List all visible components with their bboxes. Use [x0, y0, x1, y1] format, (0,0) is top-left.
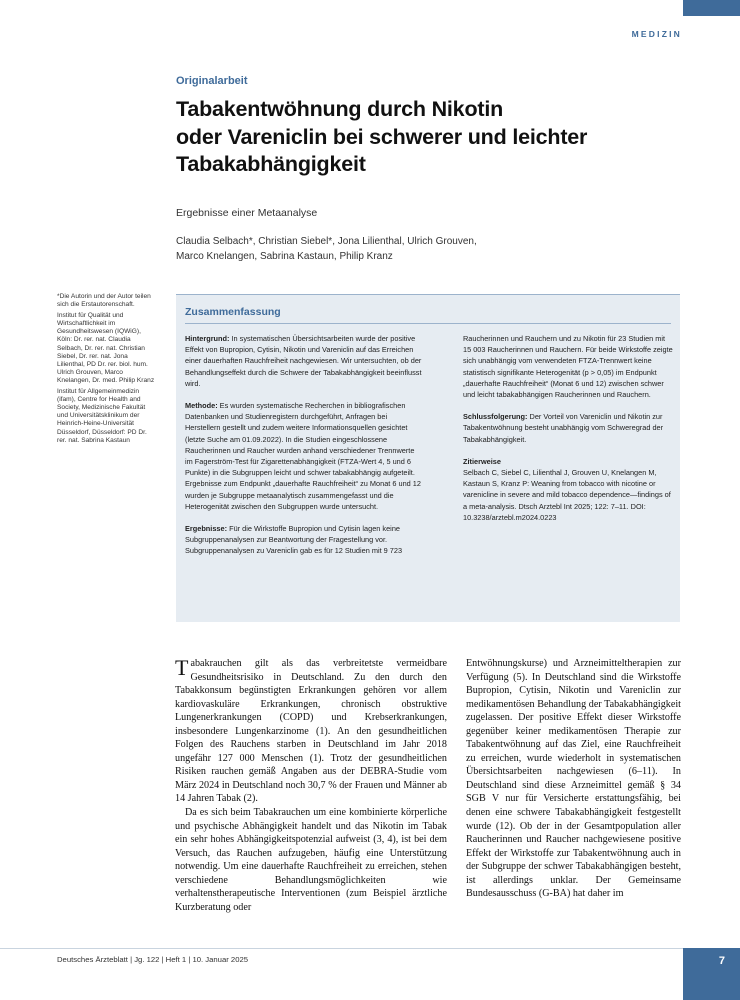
affiliation-ifam: Institut für Allgemeinmedizin (ifam), Centre for Health and Society, Medizinische Fakultät und Universitätsklinikum der Heinrich-Heine-Universität Düsseldorf, Düsseldorf: PD Dr. rer. nat. Sabrina Kastaun — [57, 388, 147, 444]
summary-results-continued: Raucherinnen und Rauchern und zu Nikotin für 23 Studien mit 15 003 Raucherinnen und Rauchern. Für beide Wirkstoffe zeigte sich unabhängig vom verwendeten FTZA-Trennwert keine statistisch signifikante Heterogenität (p > 0,05) im Endpunkt „dauerhafte Rauchfreiheit“ (Monat 6 und 12) zwischen schwer und leicht tabakabhängigen Raucherinnen und Rauchern. — [463, 334, 673, 400]
summary-text: Für die Wirkstoffe Bupropion und Cytisin lagen keine Subgruppenanalysen zur Beantwortung der Fragestellung vor. Subgruppenanalysen zu Vareniclin gab es für 12 Studien mit 9 723 — [185, 524, 403, 556]
summary-heading: Zusammenfassung — [185, 306, 281, 318]
article-kicker: Originalarbeit — [176, 75, 248, 87]
body-paragraph: Entwöhnungskurse) und Arzneimitteltherapien zur Verfügung (5). In Deutschland sind die Wirkstoffe Bupropion, Cytisin, Nikotin und Vareniclin zur medikamentösen Behandlung der Tabakabhängigkeit zugelassen. Der positive Effekt dieser Wirkstoffe gegenüber keiner medikamentösen Therapie zur Tabakentwöhnung auf das Ziel, eine Rauchfreiheit zu erreichen, wurde wiederholt in systematischen Übersichtsarbeiten nachgewiesen (6–11). In Deutschland sind diese Arzneimittel gemäß § 34 SGB V nur für Versicherte erstattungsfähig, bei denen eine schwere Tabakabhängigkeit festgestellt wurde (12). Ob der in der Gesamtpopulation aller Raucherinnen und Raucher nachgewiesene positive Effekt der Wirkstoffe zur Tabakentwöhnung auch in der Subgruppe der schwer Tabakabhängigen besteht, ist allerdings unklar. Der Gemeinsame Bundesausschuss (G-BA) hat daher im — [466, 658, 681, 900]
article-title — [176, 96, 696, 179]
summary-label: Schlussfolgerung: — [463, 412, 528, 422]
drop-cap: T — [175, 655, 189, 680]
summary-text: In systematischen Übersichtsarbeiten wurde der positive Effekt von Bupropion, Cytisin, Nikotin und Vareniclin auf das Erreichen einer dauerhaften Rauchfreiheit nachgewiesen. Wir untersuchten, ob der Behandlungseffekt durch die Schwere der Tabakabhängigkeit beeinflusst wird. — [185, 334, 422, 388]
co-first-author-note: *Die Autorin und der Autor teilen sich die Erstautorenschaft. — [57, 293, 151, 309]
title-line: Tabakentwöhnung durch Nikotin — [176, 97, 504, 121]
page-number-box — [683, 948, 740, 1000]
body-paragraph: Da es sich beim Tabakrauchen um eine kombinierte körperliche und psychische Abhängigkeit handelt und das Nikotin im Tabak ein sehr hohes Abhängigkeitspotenzial aufweist (3, 4), ist bei dem Versuch, das Rauchen aufzugeben, häufig eine Unterstützung notwendig. Um eine dauerhafte Rauchfreiheit zu erreichen, stehen verschiedene Behandlungsmöglichkeiten wie verhaltenstherapeutische Interventionen (zum Beispiel ärztliche Kurzberatung oder — [175, 807, 447, 913]
summary-background — [185, 333, 423, 389]
affiliation-iqwig: Institut für Qualität und Wirtschaftlichkeit im Gesundheitswesen (IQWiG), Köln: Dr. rer. nat. Claudia Selbach, Dr. rer. nat. Christian Siebel, Dr. rer. nat. Jona Lilienthal, PD Dr. rer. biol. hum. Ulrich Grouven, Marco Knelangen, Dr. med. Philip Kranz — [57, 312, 155, 384]
citation-label: Zitierweise — [463, 456, 501, 466]
summary-label: Ergebnisse: — [185, 524, 228, 534]
title-line: oder Vareniclin bei schwerer und leichter — [176, 124, 588, 149]
page-number: 7 — [718, 955, 725, 967]
footer-divider — [0, 948, 740, 949]
summary-column-left — [185, 333, 423, 568]
summary-divider — [185, 323, 671, 324]
journal-citation: Deutsches Ärzteblatt | Jg. 122 | Heft 1 | 10. Januar 2025 — [57, 955, 249, 964]
section-label: MEDIZIN — [631, 29, 682, 39]
author-list — [176, 234, 596, 264]
header-accent-bar — [683, 0, 740, 16]
summary-results — [185, 523, 423, 557]
title-line: Tabakabhängigkeit — [176, 152, 366, 176]
body-column-right — [466, 657, 681, 901]
summary-label: Hintergrund: — [185, 334, 230, 343]
body-paragraph — [175, 657, 447, 806]
summary-conclusion — [463, 411, 673, 445]
summary-text: Der Vorteil von Vareniclin und Nikotin zur Tabakentwöhnung besteht unabhängig vom Schweregrad der Tabakabhängigkeit. — [463, 412, 664, 444]
citation-block — [463, 456, 673, 523]
body-column-left — [175, 657, 447, 914]
author-line: Claudia Selbach*, Christian Siebel*, Jona Lilienthal, Ulrich Grouven, — [176, 236, 477, 247]
body-text: abakrauchen gilt als das verbreitetste vermeidbare Gesundheitsrisiko in Deutschland. Zu den durch den Tabakkonsum begünstigten Erkrankungen gehören vor allem kardiovaskuläre Erkrankungen, chronisch obstruktive Lungenerkrankungen (COPD) und Krebserkrankungen, insbesondere Lungenkarzinome (1). An den gesundheitlichen Folgen des Rauchens starben in Deutschland im Jahr 2018 ungefähr 127 000 Menschen (1). Trotz der gesundheitlichen Risiken rauchen gemäß Angaben aus der DEBRA-Studie vom März 2024 in Deutschland noch 30,7 % der Frauen und Männer ab 14 Jahren Tabak (2). — [175, 658, 447, 805]
citation-text: Selbach C, Siebel C, Lilienthal J, Grouven U, Knelangen M, Kastaun S, Kranz P: Weaning from tobacco with nicotine or varenicline in severe and mild tobacco dependence—findings of a meta-analysis. Dtsch Arztebl Int 2025; 122: 7–11. DOI: 10.3238/arztebl.m2024.0223 — [463, 468, 671, 522]
author-line: Marco Knelangen, Sabrina Kastaun, Philip Kranz — [176, 251, 393, 262]
summary-box — [176, 294, 680, 622]
article-subtitle: Ergebnisse einer Metaanalyse — [176, 207, 318, 219]
summary-text: Es wurden systematische Recherchen in bibliografischen Datenbanken und Studienregistern durchgeführt, Anfragen bei Herstellern gestellt und zudem weitere Informationsquellen gesichtet (letzte Suche am 01.09.2022). In die Studien eingeschlossene Raucherinnen und Raucher wurden anhand verschiedener Trennwerte im Fagerström-Test für Zigarettenabhängigkeit (FTZA-Wert 4, 5 und 6 Punkte) in die Subgruppen leicht und schwer tabakabhängig aufgeteilt. Ergebnisse zum Endpunkt „dauerhafte Rauchfreiheit“ zu Monat 6 und 12 wurden je Subgruppe metaanalytisch zusammengefasst und die Heterogenität zwischen den Subgruppen wurde untersucht. — [185, 401, 421, 511]
affiliations-sidebar — [57, 293, 157, 448]
summary-methods — [185, 400, 423, 512]
summary-column-right — [463, 333, 673, 523]
summary-label: Methode: — [185, 401, 218, 411]
